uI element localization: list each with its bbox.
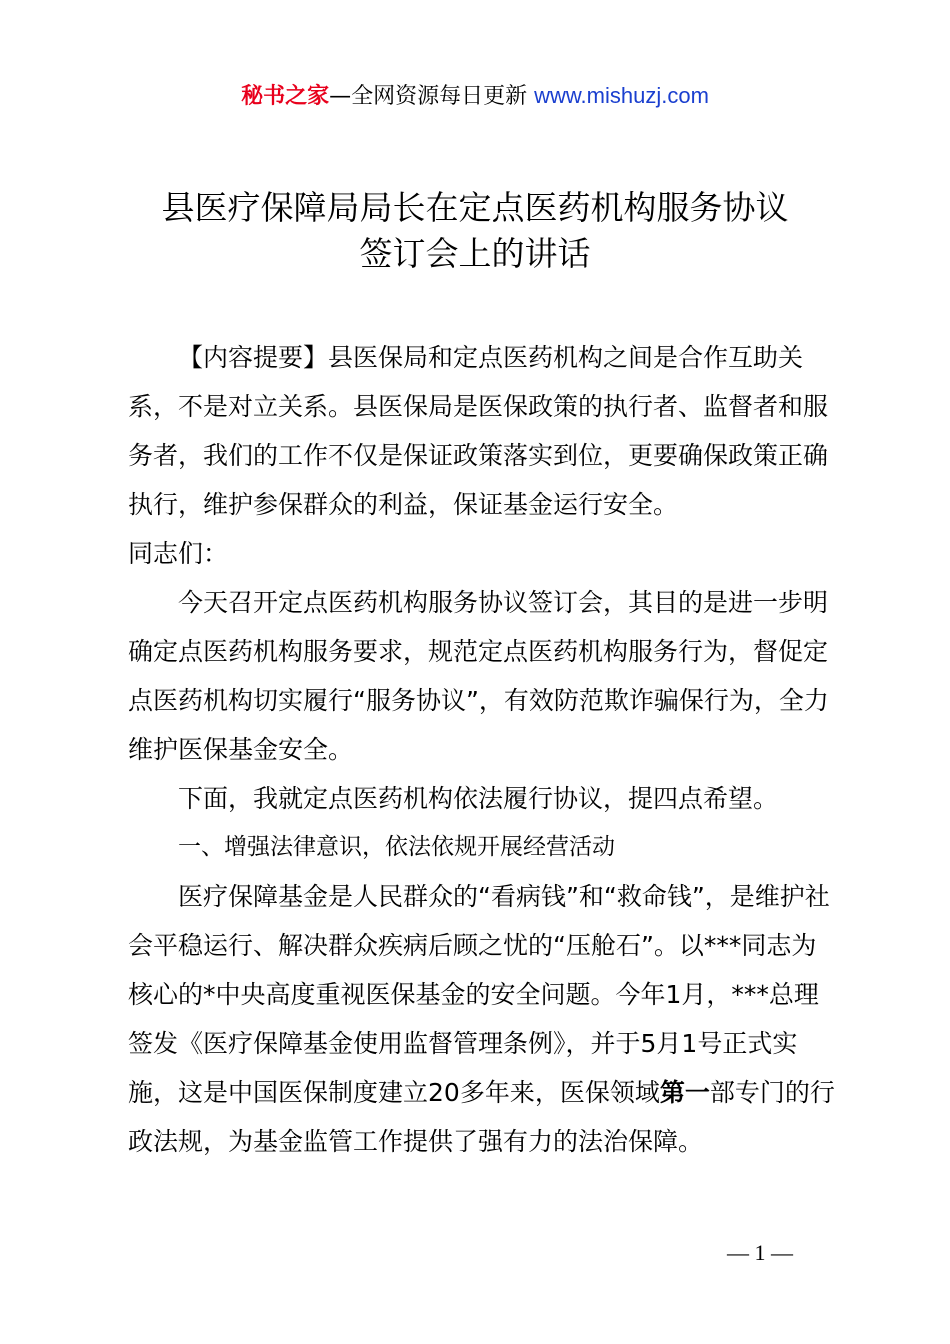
section-heading-1: 一、增强法律意识，依法依规开展经营活动 bbox=[178, 834, 615, 860]
page-number: — 1 — bbox=[727, 1240, 793, 1265]
paragraph-fund bbox=[128, 872, 840, 1166]
brand-name: 秘书之家 bbox=[241, 84, 330, 109]
summary-paragraph: 【内容提要】县医保局和定点医药机构之间是合作互助关系，不是对立关系。县医保局是医保政策的执行者、监督者和服务者，我们的工作不仅是保证政策落实到位，更要确保政策正确执行，维护参保群众的利益，保证基金运行安全。 bbox=[128, 343, 829, 519]
paragraph-fund-text-b: 部专门的行政法规，为基金监管工作提供了强有力的法治保障。 bbox=[128, 1078, 835, 1156]
site-banner bbox=[0, 80, 950, 113]
paragraph-fund-emphasis: 第一 bbox=[659, 1078, 710, 1107]
title-line-2: 签订会上的讲话 bbox=[359, 234, 591, 273]
speech-body bbox=[128, 529, 840, 1166]
paragraph-intro: 今天召开定点医药机构服务协议签订会，其目的是进一步明确定点医药机构服务要求，规范定点医药机构服务行为，督促定点医药机构切实履行“服务协议”，有效防范欺诈骗保行为，全力维护医保基金安全。 bbox=[128, 588, 829, 764]
document-title bbox=[0, 185, 950, 277]
title-line-1: 县医疗保障局局长在定点医药机构服务协议 bbox=[161, 188, 789, 227]
paragraph-hopes: 下面，我就定点医药机构依法履行协议，提四点希望。 bbox=[178, 784, 779, 813]
site-url-link[interactable]: www.mishuzj.com bbox=[534, 83, 709, 108]
content-summary bbox=[128, 333, 840, 529]
paragraph-fund-text-a: 医疗保障基金是人民群众的“看病钱”和“救命钱”，是维护社会平稳运行、解决群众疾病后顾之忧的“压舱石”。以***同志为核心的*中央高度重视医保基金的安全问题。今年1月，***总理签发《医疗保障基金使用监督管理条例》，并于5月1号正式实施，这是中国医保制度建立20多年来，医保领域 bbox=[128, 882, 830, 1107]
banner-tagline: —全网资源每日更新 bbox=[329, 84, 528, 109]
salutation: 同志们： bbox=[128, 539, 229, 568]
